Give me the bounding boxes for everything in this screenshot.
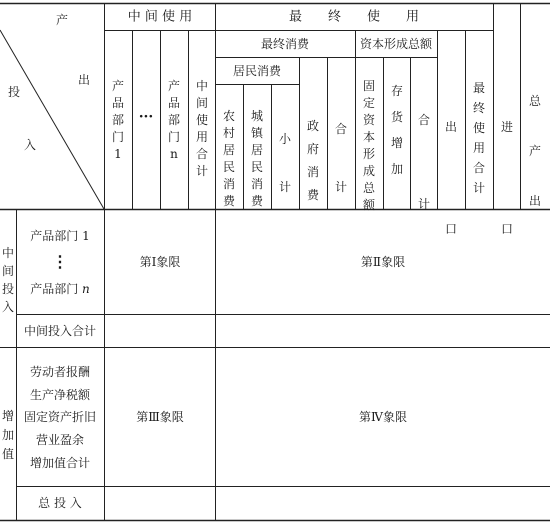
quadrant-1: 第Ⅰ象限 <box>139 255 181 269</box>
col-import: 进口 <box>500 120 513 236</box>
col-product-n: 产品部门n <box>167 79 180 161</box>
quadrant-2: 第Ⅱ象限 <box>360 255 406 269</box>
corner-input-left: 投 <box>7 85 21 99</box>
row-va-item: 劳动者报酬 <box>29 365 91 379</box>
header-intermediate-use: 中 间 使 用 <box>127 9 193 25</box>
col-ellipsis: ··· <box>138 109 154 125</box>
header-final-consumption: 最终消费 <box>260 37 310 51</box>
col-fixed-capital-formation: 固定资本形成总额 <box>362 79 375 212</box>
col-final-use-total: 最终使用合计 <box>472 81 485 195</box>
quadrant-3: 第Ⅲ象限 <box>136 410 184 424</box>
col-total-output: 总产出 <box>528 94 541 208</box>
col-inventory-increase: 存货增加 <box>390 84 403 176</box>
row-total-input: 总 投 入 <box>38 496 82 510</box>
header-final-use: 最 终 使 用 <box>288 9 420 25</box>
row-product-n: 产品部门 n <box>30 282 90 296</box>
corner-input-bottom: 入 <box>23 138 37 152</box>
row-va-item: 营业盈余 <box>35 433 85 447</box>
row-vdots: ⋮ <box>52 252 68 271</box>
row-va-item: 增加值合计 <box>29 456 91 470</box>
col-urban-consumption: 城镇居民消费 <box>250 109 263 208</box>
row-intermediate-input-total: 中间投入合计 <box>23 324 97 338</box>
row-value-added: 增加值 <box>1 409 14 461</box>
col-capital-total: 合计 <box>417 113 430 211</box>
col-product-1: 产品部门1 <box>111 79 124 161</box>
corner-output-top: 产 <box>55 13 69 27</box>
col-subtotal: 小计 <box>278 132 291 194</box>
col-rural-consumption: 农村居民消费 <box>222 109 235 208</box>
col-consumption-total: 合计 <box>334 122 347 194</box>
row-intermediate-input: 中间投入 <box>1 246 14 314</box>
row-va-item: 固定资产折旧 <box>23 410 97 424</box>
quadrant-4: 第Ⅳ象限 <box>359 410 407 424</box>
row-va-item: 生产净税额 <box>29 388 91 402</box>
corner-output-right: 出 <box>77 73 91 87</box>
col-export: 出口 <box>444 120 457 236</box>
header-resident-consumption: 居民消费 <box>232 64 282 78</box>
col-intermediate-total: 中间使用合计 <box>195 79 208 178</box>
col-government-consumption: 政府消费 <box>306 119 319 202</box>
header-capital-formation: 资本形成总额 <box>359 37 433 51</box>
row-product-1: 产品部门 1 <box>30 229 90 243</box>
